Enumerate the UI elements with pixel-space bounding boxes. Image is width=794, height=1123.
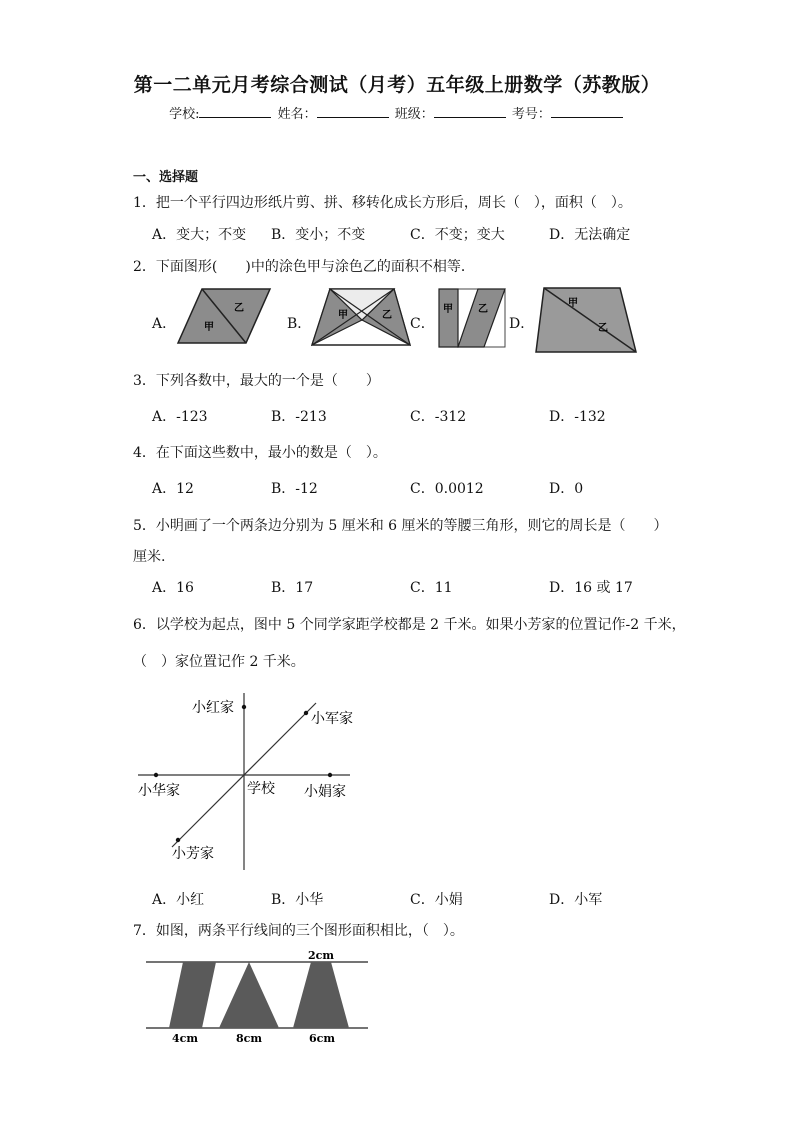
q1-option-d[interactable]: D．无法确定 (549, 227, 631, 243)
q2b-label-jia: 甲 (338, 310, 348, 321)
q7-label-base2: 8cm (236, 1032, 262, 1045)
q6-option-c[interactable]: C．小娟 (410, 892, 463, 908)
q4-option-c[interactable]: C．0.0012 (410, 481, 484, 497)
xiaofang-point (176, 838, 180, 842)
question-2: 2．下面图形( )中的涂色甲与涂色乙的面积不相等． (133, 259, 475, 275)
name-label: 姓名： (277, 107, 317, 122)
q3-option-a[interactable]: A．-123 (152, 409, 208, 425)
q5-option-a[interactable]: A．16 (152, 580, 194, 596)
question-5: 5．小明画了一个两条边分别为 5 厘米和 6 厘米的等腰三角形，则它的周长是（ ） (133, 518, 668, 534)
label-xiaohua: 小华家 (138, 783, 180, 799)
q7-parallel-lines-figure (140, 948, 376, 1048)
q4-option-a[interactable]: A．12 (152, 481, 194, 497)
question-6: 6．以学校为起点，图中 5 个同学家距学校都是 2 千米。如果小芳家的位置记作-2 千米， (133, 617, 686, 633)
q2b-label-yi: 乙 (382, 310, 392, 321)
exam-number-blank[interactable] (551, 105, 623, 118)
q2-option-d[interactable]: D． (509, 316, 535, 332)
q7-triangle (219, 962, 279, 1028)
q2-figure-b (310, 285, 412, 349)
xiaohua-point (154, 773, 158, 777)
school-label: 学校: (169, 107, 200, 122)
question-4: 4．在下面这些数中，最小的数是（ ）。 (133, 445, 387, 461)
q7-label-base1: 4cm (172, 1032, 198, 1045)
q7-trapezoid (293, 962, 349, 1028)
q7-label-base3: 6cm (309, 1032, 335, 1045)
q2c-label-yi: 乙 (478, 304, 488, 315)
section-title: 一、选择题 (133, 170, 199, 185)
question-5-continued: 厘米. (133, 549, 166, 565)
q2-figure-c (436, 286, 508, 350)
q2a-label-jia: 甲 (204, 322, 214, 333)
q2-option-b[interactable]: B． (287, 316, 312, 332)
q3-option-b[interactable]: B．-213 (271, 409, 327, 425)
q3-option-d[interactable]: D．-132 (549, 409, 606, 425)
q5-option-b[interactable]: B．17 (271, 580, 314, 596)
label-xiaojuan: 小娟家 (304, 784, 346, 800)
class-label: 班级： (394, 107, 434, 122)
q7-label-top: 2cm (308, 949, 334, 962)
xiaojun-point (304, 711, 308, 715)
q5-option-d[interactable]: D．16 或 17 (549, 580, 633, 596)
label-xiaojun: 小军家 (311, 711, 353, 727)
q4-option-b[interactable]: B．-12 (271, 481, 318, 497)
q2a-label-yi: 乙 (234, 303, 244, 314)
q2-option-a[interactable]: A． (152, 316, 177, 332)
question-3: 3．下列各数中，最大的一个是（ ） (133, 373, 380, 389)
q6-option-b[interactable]: B．小华 (271, 892, 324, 908)
label-xiaofang: 小芳家 (172, 846, 214, 862)
q2-figure-a (176, 285, 272, 347)
q6-position-diagram (130, 685, 360, 875)
q2-option-c[interactable]: C． (410, 316, 435, 332)
question-6-continued: （ ）家位置记作 2 千米。 (133, 654, 305, 670)
q1-option-b[interactable]: B．变小；不变 (271, 227, 366, 243)
q2d-label-jia: 甲 (568, 298, 578, 309)
school-blank[interactable] (199, 105, 271, 118)
label-xiaohong: 小红家 (192, 700, 234, 716)
q1-option-a[interactable]: A．变大；不变 (152, 227, 247, 243)
question-1: 1．把一个平行四边形纸片剪、拼、移转化成长方形后，周长（ ），面积（ ）。 (133, 195, 632, 211)
q7-parallelogram (169, 962, 216, 1028)
q4-option-d[interactable]: D．0 (549, 481, 584, 497)
q5-option-c[interactable]: C．11 (410, 580, 453, 596)
page-title: 第一二单元月考综合测试（月考）五年级上册数学（苏教版） (133, 74, 661, 96)
label-school: 学校 (247, 781, 275, 797)
name-blank[interactable] (317, 105, 389, 118)
xiaohong-point (242, 705, 246, 709)
q3-option-c[interactable]: C．-312 (410, 409, 467, 425)
question-7: 7．如图，两条平行线间的三个图形面积相比，（ ）。 (133, 923, 464, 939)
q1-option-c[interactable]: C．不变；变大 (410, 227, 505, 243)
exam-number-label: 考号： (511, 107, 551, 122)
q6-option-a[interactable]: A．小红 (152, 892, 205, 908)
q6-option-d[interactable]: D．小军 (549, 892, 603, 908)
q2d-label-yi: 乙 (598, 323, 608, 334)
xiaojuan-point (328, 773, 332, 777)
student-info-line (0, 103, 794, 122)
class-blank[interactable] (434, 105, 506, 118)
q2-figure-d (534, 284, 640, 356)
q2c-label-jia: 甲 (443, 304, 453, 315)
